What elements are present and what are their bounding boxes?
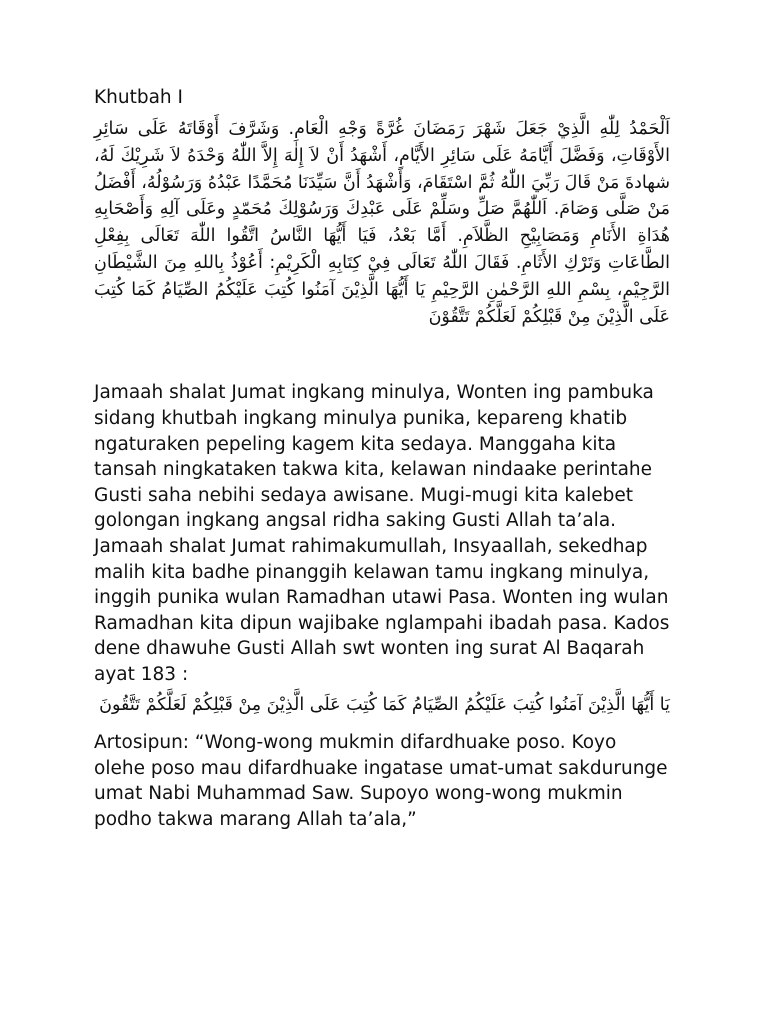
arabic-opening-text: اَلْحَمْدُ لِلّٰهِ الَّذِيْ جَعَلَ شَهْرَ رَمَضَانَ غُرَّةً وَجْهِ الْعَامِ. وَشَرَّفَ أَوْقَاتَهُ عَلَى سَائِرِ الأَوْقَاتِ، وَفَضَّلَ أَيَّامَهُ عَلَى سَائِرِ الأَيَّامِ، أَشْهَدُ أَنْ لاَ إِلٰهَ إِلاَّ اللّٰهُ وَحْدَهُ لاَ شَرِيْكَ لَهُ، شهادةَ مَنْ قَالَ رَبِّيَ اللّٰهُ ثُمَّ اسْتَقَامَ، وَأَشْهَدُ أَنَّ سَيِّدَنَا مُحَمَّدًا عَبْدُهُ وَرَسُوْلُهُ، أَفْضَلُ مَنْ صَلَّى وَصَامَ. اَللّٰهُمَّ صَلِّ وسَلِّمْ عَلَى عَبْدِكَ وَرَسُوْلِكَ مُحَمّدٍ وعَلَى آلِهِ وَأَصْحَابِهِ هُدَاةِ الأَنَامِ وَمَصَابِيْحِ الظَّلاَمِ. أَمَّا بَعْدُ، فَيَا أَيُّهَا النَّاسُ اتَّقُوا اللّٰهَ تَعَالَى بِفِعْلِ الطَّاعَاتِ وَتَرْكِ الأَثَامِ. فَقَالَ اللّٰهُ تَعَالَى فِيْ كِتَابِهِ الْكَرِيْمِ: أَعُوْذُ بِاللهِ مِنَ الشَّيْطَانِ الرَّجِيْمِ، بِسْمِ اللهِ الرَّحْمٰنِ الرَّحِيْمِ يَا أَيُّهَا الَّذِيْنَ آمَنُوا كُتِبَ عَلَيْكُمُ الصِّيَامُ كَمَا كُتِبَ عَلَى الَّذِيْنَ مِنْ قَبْلِكُمْ لَعَلَّكُمْ تَتَّقُوْنَ <box>94 119 670 327</box>
paragraph-spacer <box>94 330 670 380</box>
document-page <box>94 84 670 833</box>
quran-verse-arabic: يَا أَيُّهَا الَّذِيْنَ آمَنُوا كُتِبَ عَلَيْكُمُ الصِّيَامُ كَمَا كُتِبَ عَلَى الَّذِيْنَ مِنْ قَبْلِكُمْ لَعَلَّكُمْ تَتَّقُونَ <box>99 694 670 715</box>
section-heading: Khutbah I <box>94 87 183 108</box>
paragraph-spacer <box>94 718 670 730</box>
verse-translation-paragraph: Artosipun: “Wong-wong mukmin difardhuake poso. Koyo olehe poso mau difardhuake ingatase umat-umat sakdurunge umat Nabi Muhammad Saw. Supoyo wong-wong mukmin podho takwa marang Allah ta’ala,” <box>94 732 668 831</box>
javanese-sermon-paragraph: Jamaah shalat Jumat ingkang minulya, Wonten ing pambuka sidang khutbah ingkang minulya punika, kepareng khatib ngaturaken pepeling kagem kita sedaya. Manggaha kita tansah ningkataken takwa kita, kelawan nindaake perintahe Gusti saha nebihi sedaya awisane. Mugi-mugi kita kalebet golongan ingkang angsal ridha saking Gusti Allah ta’ala. Jamaah shalat Jumat rahimakumullah, Insyaallah, sekedhap malih kita badhe pinanggih kelawan tamu ingkang minulya, inggih punika wulan Ramadhan utawi Pasa. Wonten ing wulan Ramadhan kita dipun wajibake nglampahi ibadah pasa. Kados dene dhawuhe Gusti Allah swt wonten ing surat Al Baqarah ayat 183 : <box>94 382 670 685</box>
